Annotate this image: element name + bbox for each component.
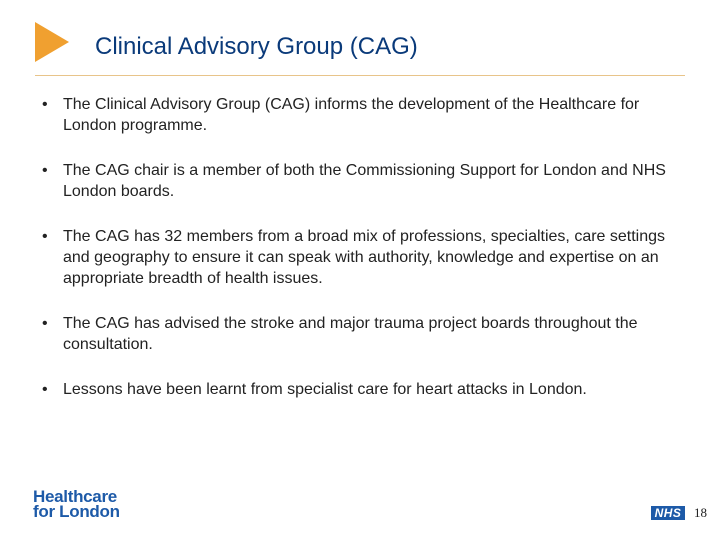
healthcare-for-london-logo [33, 489, 120, 519]
bullet-item [42, 160, 682, 202]
bullet-item [42, 226, 682, 289]
bullet-dot-icon: • [42, 162, 48, 179]
bullet-text: The CAG has advised the stroke and major trauma project boards throughout the consultation. [63, 315, 638, 353]
bullet-item [42, 94, 682, 136]
title-divider [35, 75, 685, 76]
bullet-text: Lessons have been learnt from specialist care for heart attacks in London. [63, 381, 587, 398]
page-number: 18 [694, 505, 707, 520]
bullet-item [42, 379, 682, 400]
nhs-logo: NHS [651, 506, 685, 520]
bullet-text: The CAG chair is a member of both the Commissioning Support for London and NHS London boards. [63, 162, 666, 200]
bullet-text: The CAG has 32 members from a broad mix of professions, specialties, care settings and geography to ensure it can speak with authority, knowledge and expertise on an appropriate breadth of health issues. [63, 228, 666, 287]
slide-title: Clinical Advisory Group (CAG) [95, 33, 418, 60]
logo-line-2: for London [33, 502, 120, 521]
bullet-list [42, 94, 682, 424]
bullet-dot-icon: • [42, 96, 48, 113]
title-arrow-icon [35, 22, 69, 62]
bullet-item [42, 313, 682, 355]
bullet-text: The Clinical Advisory Group (CAG) informs the development of the Healthcare for London programme. [63, 96, 640, 134]
bullet-dot-icon: • [42, 315, 48, 332]
bullet-dot-icon: • [42, 228, 48, 245]
bullet-dot-icon: • [42, 381, 48, 398]
logo-line-1: Healthcare [33, 487, 117, 506]
